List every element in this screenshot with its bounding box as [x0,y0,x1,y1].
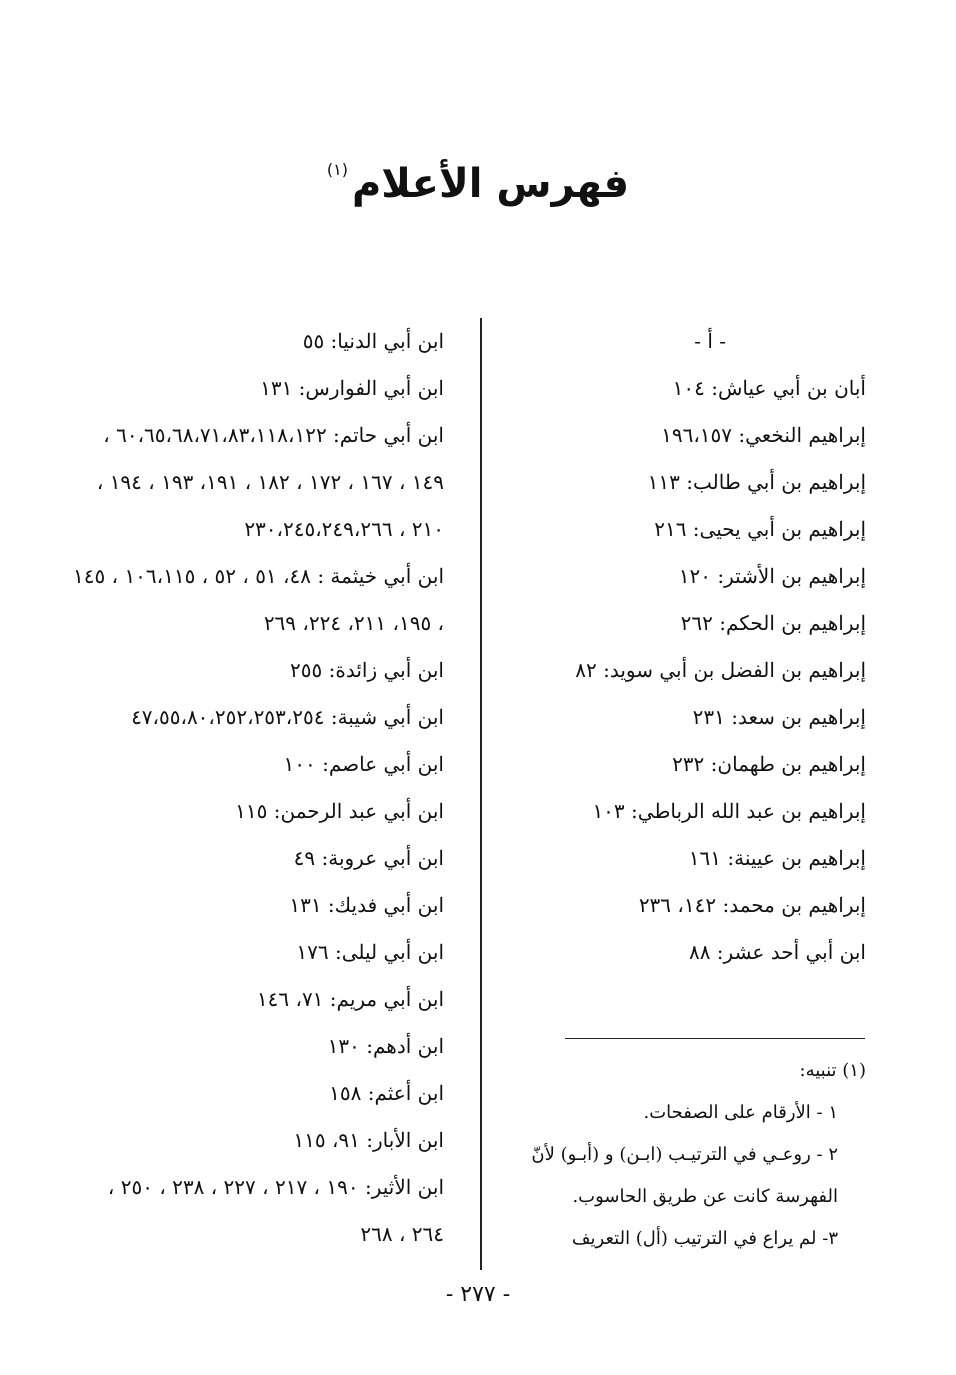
index-line: ابن الأبار: ٩١، ١١٥ [293,1128,444,1152]
index-entry: إبراهيم بن أبي يحيى: ٢١٦ [654,517,866,541]
index-entry: إبراهيم النخعي: ١٩٦،١٥٧ [661,423,866,447]
index-entry: إبراهيم بن طهمان: ٢٣٢ [672,752,866,776]
index-line: ابن أبي حاتم: ٦٠،٦٥،٦٨،٧١،٨٣،١١٨،١٢٢ ، [103,423,444,447]
page-number: - ٢٧٧ - [445,1282,511,1307]
index-line: ابن أبي عروبة: ٤٩ [293,846,444,870]
title-text: فهرس الأعلام [351,161,630,207]
index-column-left [24,318,444,1258]
index-line: ابن أبي زائدة: ٢٥٥ [290,658,444,682]
column-divider [480,318,482,1270]
index-line: ابن أبي الدنيا: ٥٥ [302,329,444,353]
index-entry: ابن أبي أحد عشر: ٨٨ [688,940,866,964]
index-entry: إبراهيم بن الأشتر: ١٢٠ [678,564,866,588]
index-line: ابن أبي عاصم: ١٠٠ [283,752,444,776]
index-entry: إبراهيم بن عيينة: ١٦١ [688,846,866,870]
index-entry: إبراهيم بن سعد: ٢٣١ [692,705,866,729]
page-title [0,160,956,207]
index-line: ابن أبي ليلى: ١٧٦ [296,940,444,964]
index-line: ابن أبي فديك: ١٣١ [289,893,444,917]
footnote [486,1050,866,1260]
index-column-right [486,318,866,976]
footnote-separator [565,1038,865,1039]
index-line: ابن أبي الفوارس: ١٣١ [260,376,444,400]
index-entry: إبراهيم بن أبي طالب: ١١٣ [647,470,866,494]
index-line: ابن أبي مريم: ٧١، ١٤٦ [256,987,444,1011]
footnote-line: ٢ - روعـي في الترتيـب (ابـن) و (أبـو) لأنّ [531,1144,838,1165]
index-line: ابن أبي عبد الرحمن: ١١٥ [235,799,444,823]
index-line: ابن أدهم: ١٣٠ [327,1034,444,1058]
index-line: ابن أبي خيثمة : ٤٨، ٥١ ، ٥٢ ، ١٠٦،١١٥ ، ١٤٥ [73,564,444,588]
index-line: ابن الأثير: ١٩٠ ، ٢١٧ ، ٢٢٧ ، ٢٣٨ ، ٢٥٠ ، [107,1175,444,1199]
footnote-line: الفهرسة كانت عن طريق الحاسوب. [572,1186,838,1207]
index-entry: أبان بن أبي عياش: ١٠٤ [672,376,866,400]
index-line: ابن أبي شيبة: ٤٧،٥٥،٨٠،٢٥٢،٢٥٣،٢٥٤ [131,705,444,729]
footnote-line: ٣- لم يراع في الترتيب (أل) التعريف [571,1228,838,1249]
index-line: ابن أعثم: ١٥٨ [329,1081,444,1105]
index-line: ٢٦٤ ، ٢٦٨ [360,1222,444,1246]
index-entry: إبراهيم بن محمد: ١٤٢، ٢٣٦ [638,893,866,917]
footnote-heading: (١) تنبيه: [799,1060,866,1081]
index-line: ، ١٩٥، ٢١١، ٢٢٤، ٢٦٩ [263,611,444,635]
index-entry: إبراهيم بن عبد الله الرباطي: ١٠٣ [592,799,866,823]
footnote-line: ١ - الأرقام على الصفحات. [643,1102,838,1123]
index-entry: إبراهيم بن الفضل بن أبي سويد: ٨٢ [575,658,866,682]
title-footnote-mark: (١) [326,160,348,179]
index-entry: إبراهيم بن الحكم: ٢٦٢ [680,611,866,635]
index-line: ٢١٠ ، ٢٣٠،٢٤٥،٢٤٩،٢٦٦ [244,517,444,541]
index-line: ١٤٩ ، ١٦٧ ، ١٧٢ ، ١٨٢ ، ١٩١، ١٩٣ ، ١٩٤ ، [96,470,444,494]
letter-header: - أ - [694,329,726,353]
